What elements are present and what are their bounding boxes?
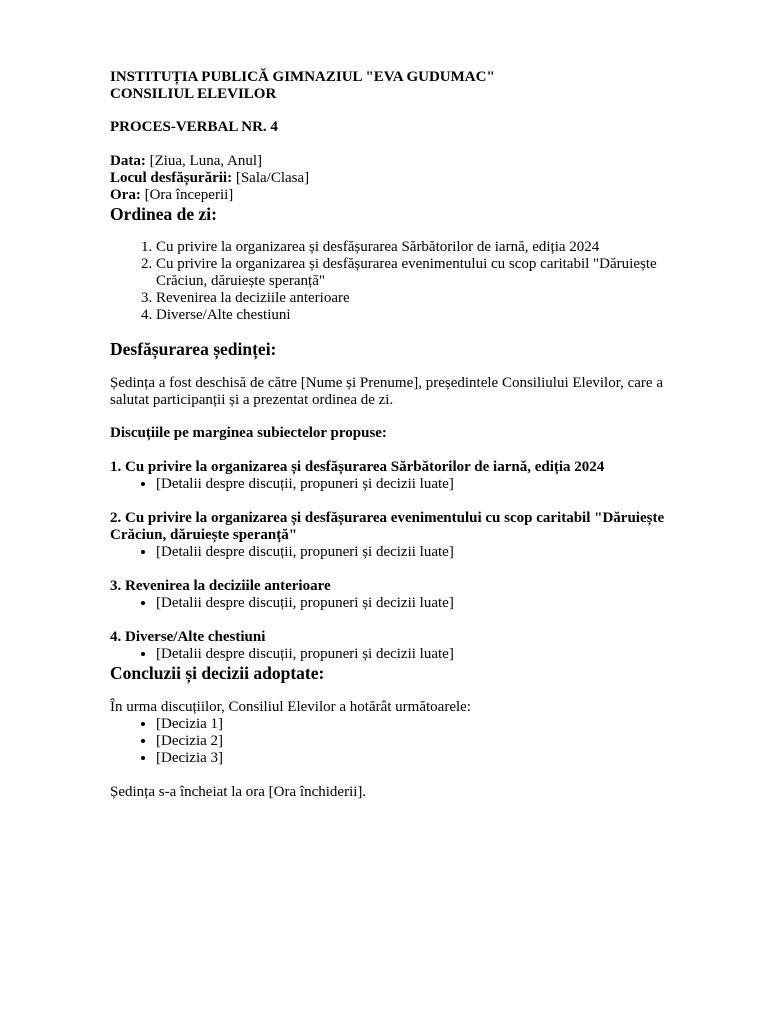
document-title: PROCES-VERBAL NR. 4 [110,119,278,135]
topic-title: 1. Cu privire la organizarea și desfășurarea Sărbătorilor de iarnă, ediția 2024 [110,459,605,475]
topic-detail: • [Detalii despre discuții, propuneri și decizii luate] [156,595,688,612]
agenda-heading: Ordinea de zi: [110,204,217,224]
meta-date [110,153,688,170]
topic-detail: • [Detalii despre discuții, propuneri și decizii luate] [156,476,688,493]
closing-paragraph: Ședința s-a încheiat la ora [Ora închiderii]. [110,784,367,800]
agenda-item: 1. Cu privire la organizarea și desfășurarea Sărbătorilor de iarnă, ediția 2024 [156,239,688,256]
topic-title: 2. Cu privire la organizarea și desfășurarea evenimentului cu scop caritabil "Dăruiește Crăciun, dăruiește speranță" [110,510,665,543]
topic-detail: • [Detalii despre discuții, propuneri și decizii luate] [156,646,688,663]
decision-item: • [Decizia 1] [156,716,688,733]
topic-title: 3. Revenirea la deciziile anterioare [110,578,331,594]
agenda-item: 3. Revenirea la deciziile anterioare [156,290,688,307]
institution-name: INSTITUȚIA PUBLICĂ GIMNAZIUL "EVA GUDUMAC" [110,69,495,85]
discussion-heading: Discuțiile pe marginea subiectelor propuse: [110,425,387,441]
meta-location [110,170,688,187]
council-name: CONSILIUL ELEVILOR [110,86,277,102]
conclusions-intro: În urma discuțiilor, Consiliul Elevilor a hotărât următoarele: [110,699,471,715]
decisions-list [110,716,688,767]
opening-paragraph: Ședința a fost deschisă de către [Nume și Prenume], președintele Consiliului Elevilor, care a salutat participanții și a prezentat ordinea de zi. [110,375,663,408]
document-header [110,69,688,136]
date-value: [Ziua, Luna, Anul] [145,153,263,169]
location-label: Locul desfășurării: [110,170,233,186]
agenda-list [110,239,688,324]
proceedings-heading: Desfășurarea ședinței: [110,339,277,359]
time-label: Ora: [110,187,141,203]
meta-time [110,187,688,204]
location-value: [Sala/Clasa] [232,170,310,186]
topic-details [110,544,688,561]
decision-item: • [Decizia 2] [156,733,688,750]
topic-title: 4. Diverse/Alte chestiuni [110,629,266,645]
time-value: [Ora începerii] [140,187,234,203]
meeting-meta [110,153,688,204]
decision-item: • [Decizia 3] [156,750,688,767]
topic-details [110,476,688,493]
topic-details [110,646,688,663]
topic-detail: • [Detalii despre discuții, propuneri și decizii luate] [156,544,688,561]
date-label: Data: [110,153,146,169]
topic-details [110,595,688,612]
conclusions-heading: Concluzii și decizii adoptate: [110,663,325,683]
agenda-item: 4. Diverse/Alte chestiuni [156,307,688,324]
agenda-item: 2. Cu privire la organizarea și desfășurarea evenimentului cu scop caritabil "Dăruiește Crăciun, dăruiește speranță" [156,256,688,290]
